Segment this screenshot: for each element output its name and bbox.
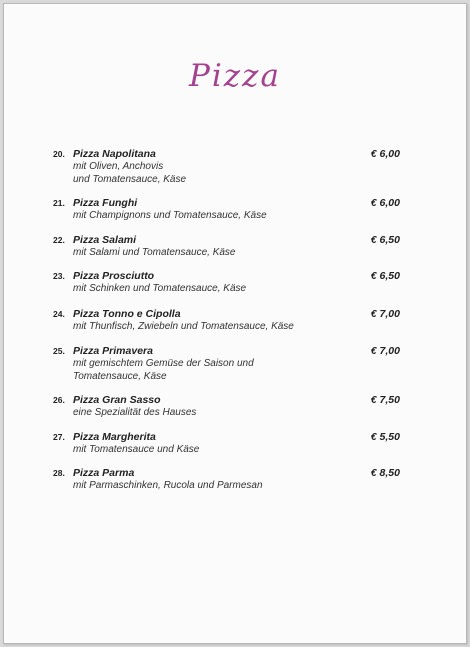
description-line: eine Spezialität des Hauses [73, 407, 197, 418]
item-price: € 6,00 [370, 148, 400, 160]
item-description [73, 357, 333, 383]
item-name: Pizza Gran Sasso [73, 394, 161, 406]
item-price: € 6,50 [370, 234, 400, 246]
item-price: € 6,00 [370, 197, 400, 209]
description-line: mit Oliven, Anchovis [73, 161, 164, 172]
description-line: mit Parmaschinken, Rucola und Parmesan [73, 480, 263, 491]
item-price: € 5,50 [370, 431, 400, 443]
description-line: und Tomatensauce, Käse [73, 174, 187, 185]
item-price: € 8,50 [370, 467, 400, 479]
item-description [73, 406, 333, 419]
description-line: mit Salami und Tomatensauce, Käse [73, 247, 236, 258]
item-name: Pizza Margherita [73, 431, 156, 443]
item-name: Pizza Primavera [73, 345, 153, 357]
menu-title: Pizza [189, 58, 281, 94]
item-description [73, 246, 333, 259]
item-description [73, 320, 333, 333]
item-price: € 7,00 [370, 308, 400, 320]
item-price: € 6,50 [370, 270, 400, 282]
item-name: Pizza Napolitana [73, 148, 156, 160]
item-name: Pizza Salami [73, 234, 137, 246]
item-name: Pizza Prosciutto [73, 270, 155, 282]
description-line: mit Tomatensauce und Käse [73, 444, 200, 455]
description-line: mit Schinken und Tomatensauce, Käse [73, 283, 247, 294]
description-line: mit Champignons und Tomatensauce, Käse [73, 210, 267, 221]
item-description [73, 443, 333, 456]
item-price: € 7,50 [370, 394, 400, 406]
item-description [73, 160, 333, 186]
item-number: 21. [53, 198, 65, 208]
item-number: 23. [53, 271, 65, 281]
description-line: mit gemischtem Gemüse der Saison und [73, 358, 254, 369]
item-number: 27. [53, 432, 65, 442]
item-number: 22. [53, 235, 65, 245]
item-number: 25. [53, 346, 65, 356]
item-number: 26. [53, 395, 65, 405]
item-description [73, 282, 333, 295]
item-name: Pizza Funghi [73, 197, 138, 209]
item-description [73, 479, 333, 492]
item-description [73, 209, 333, 222]
description-line: Tomatensauce, Käse [73, 371, 167, 382]
item-number: 24. [53, 309, 65, 319]
menu-page [3, 3, 467, 644]
item-name: Pizza Tonno e Cipolla [73, 308, 181, 320]
item-name: Pizza Parma [73, 467, 135, 479]
item-number: 20. [53, 149, 65, 159]
description-line: mit Thunfisch, Zwiebeln und Tomatensauce, Käse [73, 321, 294, 332]
item-number: 28. [53, 468, 65, 478]
item-price: € 7,00 [370, 345, 400, 357]
